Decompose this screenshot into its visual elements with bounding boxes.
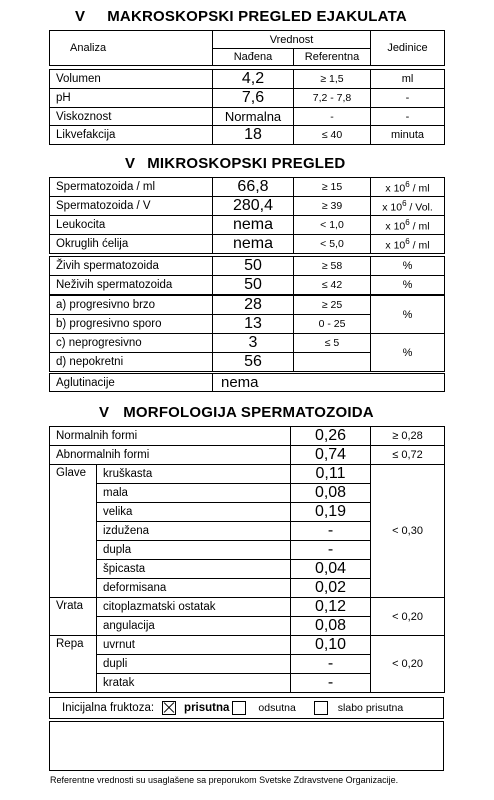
row-reference: ≥ 58: [294, 257, 371, 276]
table-row: [50, 89, 445, 108]
section-macroscopic-title: [75, 8, 407, 25]
roman-numeral: V: [125, 155, 136, 172]
row-label: Abnormalnih formi: [50, 446, 291, 465]
group-label-vrata: Vrata: [50, 598, 97, 636]
group-label-glave: Glave: [50, 465, 97, 598]
row-label: dupla: [97, 541, 291, 560]
row-value: 0,19: [291, 503, 371, 522]
table-row: [50, 276, 445, 295]
row-value: 0,08: [291, 617, 371, 636]
table-row: [50, 334, 445, 353]
row-value: 3: [213, 334, 294, 353]
vitality-table: [49, 256, 445, 295]
table-row: [50, 216, 445, 235]
row-label: a) progresivno brzo: [50, 296, 213, 315]
row-label: Spermatozoida / ml: [50, 178, 213, 197]
row-label: Likvefakcija: [50, 126, 213, 145]
group-reference: < 0,20: [371, 598, 445, 636]
table-row: [50, 235, 445, 254]
table-row: [50, 374, 445, 392]
row-reference: ≤ 5: [294, 334, 371, 353]
row-label: pH: [50, 89, 213, 108]
row-value: 0,12: [291, 598, 371, 617]
row-label: Viskoznost: [50, 108, 213, 126]
fructose-slabo-label: slabo prisutna: [337, 702, 404, 714]
table-row: [50, 427, 445, 446]
row-value: 56: [213, 353, 294, 372]
row-label: Okruglih ćelija: [50, 235, 213, 254]
row-value: 4,2: [213, 70, 294, 89]
row-unit: %: [371, 334, 445, 372]
row-value: nema: [213, 235, 294, 254]
row-value: 50: [213, 257, 294, 276]
row-value: 13: [213, 315, 294, 334]
concentration-table: [49, 177, 445, 254]
header-nadjena: Nađena: [213, 49, 294, 66]
table-row: [50, 598, 445, 617]
row-value: 18: [213, 126, 294, 145]
row-reference: < 1,0: [294, 216, 371, 235]
row-unit: x $10^6$ / ml: [371, 235, 445, 254]
section-title-text: MORFOLOGIJA SPERMATOZOIDA: [123, 404, 374, 421]
section-morphology-title: [99, 404, 374, 421]
header-referentna: Referentna: [294, 49, 371, 66]
row-unit: x $10^6$ / Vol.: [371, 197, 445, 216]
row-unit: -: [371, 108, 445, 126]
footer-note: Referentne vrednosti su usaglašene sa preporukom Svetske Zdravstvene Organizacije.: [50, 775, 399, 785]
table-row: [50, 108, 445, 126]
row-label: Aglutinacije: [50, 374, 213, 392]
row-value: nema: [213, 374, 445, 392]
row-reference: < 5,0: [294, 235, 371, 254]
group-reference: < 0,30: [371, 465, 445, 598]
row-value: -: [291, 655, 371, 674]
row-value: 0,74: [291, 446, 371, 465]
row-reference: ≥ 15: [294, 178, 371, 197]
row-reference: ≥ 0,28: [371, 427, 445, 446]
roman-numeral: V: [75, 8, 86, 25]
row-label: izdužena: [97, 522, 291, 541]
row-value: nema: [213, 216, 294, 235]
section-title-text: MAKROSKOPSKI PREGLED EJAKULATA: [107, 8, 407, 25]
row-value: 0,08: [291, 484, 371, 503]
row-reference: [294, 353, 371, 372]
row-value: 0,04: [291, 560, 371, 579]
row-value: 0,10: [291, 636, 371, 655]
row-value: 0,26: [291, 427, 371, 446]
morphology-table: [49, 426, 445, 693]
section-microscopic-title: [125, 155, 345, 172]
row-label: kratak: [97, 674, 291, 693]
row-reference: -: [294, 108, 371, 126]
row-value: 0,02: [291, 579, 371, 598]
section-title-text: MIKROSKOPSKI PREGLED: [147, 155, 346, 172]
row-value: -: [291, 522, 371, 541]
row-label: mala: [97, 484, 291, 503]
fructose-box: [49, 697, 444, 719]
row-label: citoplazmatski ostatak: [97, 598, 291, 617]
row-label: deformisana: [97, 579, 291, 598]
row-reference: 7,2 - 7,8: [294, 89, 371, 108]
row-label: Neživih spermatozoida: [50, 276, 213, 295]
row-value: 0,11: [291, 465, 371, 484]
table-row: [50, 636, 445, 655]
row-unit: %: [371, 296, 445, 334]
aglutination-table: [49, 373, 445, 392]
notes-box: [49, 721, 444, 771]
table-row: [50, 446, 445, 465]
row-value: 280,4: [213, 197, 294, 216]
fructose-odsutna-checkbox[interactable]: [232, 701, 246, 715]
row-label: Normalnih formi: [50, 427, 291, 446]
row-reference: ≥ 39: [294, 197, 371, 216]
row-value: Normalna: [213, 108, 294, 126]
row-label: uvrnut: [97, 636, 291, 655]
row-unit: %: [371, 257, 445, 276]
macroscopic-table: [49, 30, 445, 145]
row-value: 66,8: [213, 178, 294, 197]
row-unit: -: [371, 89, 445, 108]
table-row: [50, 70, 445, 89]
row-unit: ml: [371, 70, 445, 89]
row-label: angulacija: [97, 617, 291, 636]
table-row: [50, 197, 445, 216]
row-label: Spermatozoida / V: [50, 197, 213, 216]
group-label-repa: Repa: [50, 636, 97, 693]
row-label: Živih spermatozoida: [50, 257, 213, 276]
fructose-prisutna-checkbox[interactable]: [162, 701, 176, 715]
row-label: d) nepokretni: [50, 353, 213, 372]
fructose-label: Inicijalna fruktoza:: [62, 702, 155, 714]
row-value: -: [291, 541, 371, 560]
table-row: [50, 178, 445, 197]
motility-table: [49, 295, 445, 372]
header-vrednost: Vrednost: [213, 31, 371, 49]
row-reference: ≤ 0,72: [371, 446, 445, 465]
roman-numeral: V: [99, 404, 110, 421]
row-unit: minuta: [371, 126, 445, 145]
row-unit: x $10^6$ / ml: [371, 216, 445, 235]
group-reference: < 0,20: [371, 636, 445, 693]
row-value: 28: [213, 296, 294, 315]
table-row: [50, 257, 445, 276]
fructose-odsutna-label: odsutna: [258, 702, 296, 714]
table-row: [50, 296, 445, 315]
row-label: c) neprogresivno: [50, 334, 213, 353]
header-jedinice: Jedinice: [371, 31, 445, 66]
row-reference: ≤ 42: [294, 276, 371, 295]
fructose-prisutna-label: prisutna: [184, 702, 230, 714]
row-label: Leukocita: [50, 216, 213, 235]
fructose-slabo-checkbox[interactable]: [314, 701, 328, 715]
row-reference: 0 - 25: [294, 315, 371, 334]
row-value: 7,6: [213, 89, 294, 108]
row-value: -: [291, 674, 371, 693]
table-row: [50, 465, 445, 484]
row-label: b) progresivno sporo: [50, 315, 213, 334]
row-label: dupli: [97, 655, 291, 674]
table-row: [50, 126, 445, 145]
row-unit: %: [371, 276, 445, 295]
row-label: špicasta: [97, 560, 291, 579]
row-reference: ≥ 1,5: [294, 70, 371, 89]
row-reference: ≥ 25: [294, 296, 371, 315]
row-value: 50: [213, 276, 294, 295]
row-label: kruškasta: [97, 465, 291, 484]
row-unit: x $10^6$ / ml: [371, 178, 445, 197]
row-label: Volumen: [50, 70, 213, 89]
header-analiza: Analiza: [50, 31, 213, 66]
row-label: velika: [97, 503, 291, 522]
row-reference: ≤ 40: [294, 126, 371, 145]
